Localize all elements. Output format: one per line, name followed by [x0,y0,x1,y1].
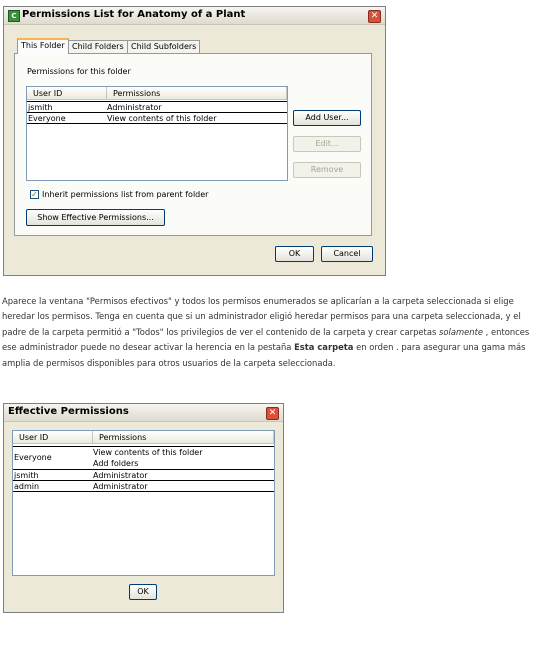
column-header-user-id[interactable] [13,431,93,444]
remove-button[interactable]: Remove [293,162,361,178]
window-title: Effective Permissions [8,406,129,417]
close-icon[interactable]: ✕ [368,10,381,23]
cell-user: jsmith [28,103,53,112]
table-row[interactable] [13,446,274,470]
cell-permission: Administrator [93,471,148,480]
ok-button[interactable]: OK [129,584,157,600]
effective-permissions-table[interactable] [12,430,275,576]
cancel-button[interactable]: Cancel [321,246,373,262]
effective-permissions-window [3,403,284,613]
paragraph-emphasis: solamente [439,326,484,337]
cell-permission: Administrator [107,103,162,112]
paragraph-text-2: , entonces ese administrador puede no desear activar la herencia en la pestaña [2,326,530,353]
tab-this-folder[interactable] [17,38,69,54]
cell-user: admin [14,482,40,491]
edit-button[interactable]: Edit... [293,136,361,152]
column-header-permissions[interactable] [107,87,287,100]
inherit-label: Inherit permissions list from parent folder [42,190,209,199]
cell-user: Everyone [28,114,66,123]
tab-label: This Folder [21,41,65,50]
permissions-table[interactable] [26,86,288,181]
column-header-label: Permissions [99,433,147,442]
cell-permission: Administrator [93,482,148,491]
title-bar[interactable] [4,404,283,422]
tab-label: Child Folders [72,42,124,51]
permissions-list-window [3,6,386,276]
tab-child-subfolders[interactable] [127,40,200,54]
inherit-checkbox[interactable]: ✓ [31,190,38,199]
column-header-user-id[interactable] [27,87,107,100]
cell-user: jsmith [14,471,39,480]
paragraph-strong: Esta carpeta [294,342,354,353]
window-title: Permissions List for Anatomy of a Plant [22,9,246,20]
tab-child-folders[interactable] [68,40,128,54]
close-icon[interactable]: ✕ [266,407,279,420]
paragraph-text-3: en orden . para asegurar una gama más amplia de permisos disponibles para otros usuarios de la carpeta seleccionada. [2,342,526,368]
explanation-paragraph [2,294,532,371]
cell-user: Everyone [14,453,52,462]
column-header-label: Permissions [113,89,161,98]
section-label: Permissions for this folder [27,67,131,76]
title-bar[interactable] [4,7,385,25]
tab-panel [14,53,372,236]
show-effective-permissions-button[interactable]: Show Effective Permissions... [26,209,165,226]
app-icon: C [8,10,20,22]
column-header-label: User ID [19,433,49,442]
cell-permission: View contents of this folder [93,448,203,457]
column-header-label: User ID [33,89,63,98]
paragraph-text-1: Aparece la ventana "Permisos efectivos" y todos los permisos enumerados se aplicarían a la carpeta seleccionada si elige heredar los permisos. Tenga en cuenta que si un administrador eligió heredar permisos para una carpeta seleccionada, y el padre de la carpeta permitió a "Todos" los privilegios de ver el contenido de la carpeta y crear carpetas [2,296,521,337]
table-row[interactable] [13,480,274,492]
table-row[interactable] [27,112,287,124]
ok-button[interactable]: OK [275,246,314,262]
column-header-permissions[interactable] [93,431,274,444]
cell-permission: View contents of this folder [107,114,217,123]
add-user-button[interactable]: Add User... [293,110,361,126]
tab-label: Child Subfolders [131,42,197,51]
cell-permission: Add folders [93,459,139,468]
